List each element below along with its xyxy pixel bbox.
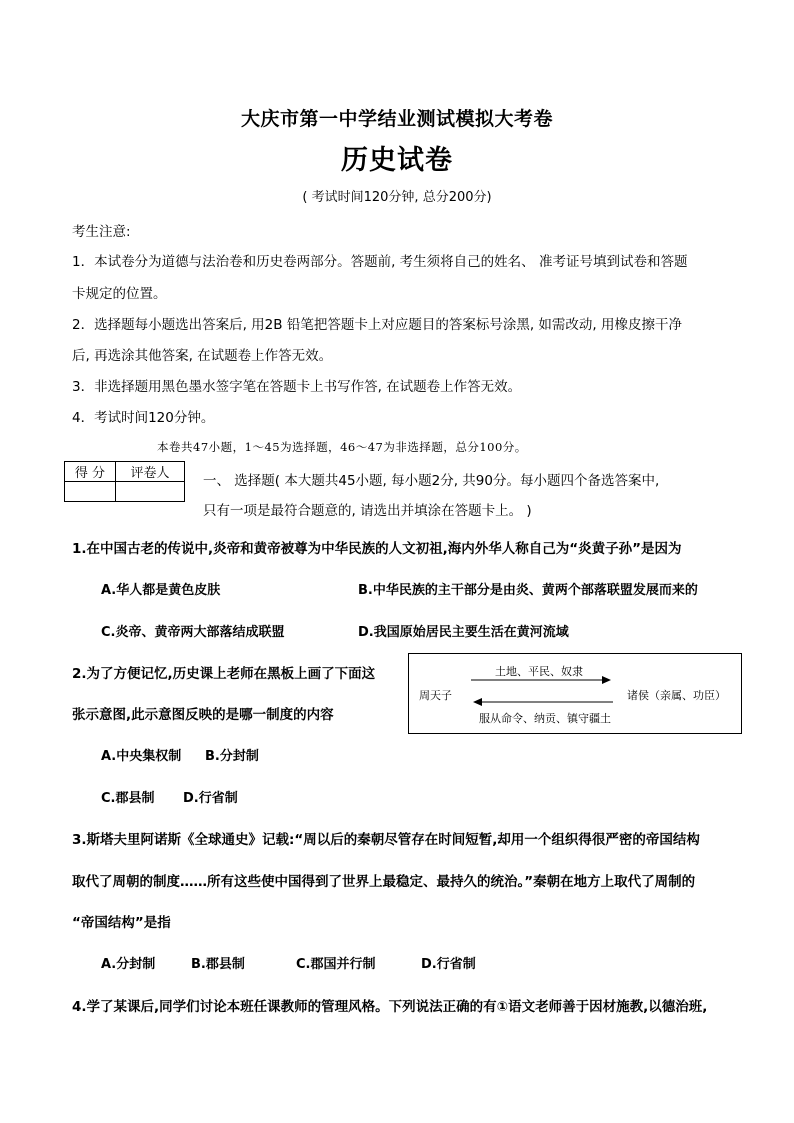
diagram-top-label: 土地、平民、奴隶 [495,665,583,678]
notice-item-1-line-2: 卡规定的位置。 [72,286,167,302]
q4-stem-line-1: 4.学了某课后,同学们讨论本班任课教师的管理风格。下列说法正确的有①语文老师善于因材施教,以德治班, [72,999,708,1015]
notice-item-4: 4．考试时间120分钟。 [72,410,215,426]
grader-header: 评卷人 [116,462,185,482]
q2-option-c: C.郡县制 [101,791,155,806]
q1-option-b: B.中华民族的主干部分是由炎、黄两个部落联盟发展而来的 [358,583,698,598]
notice-item-1-line-1: 1．本试卷分为道德与法治卷和历史卷两部分。答题前, 考生须将自己的姓名、 准考证号填到试卷和答题 [72,254,688,270]
notice-heading: 考生注意: [72,224,131,240]
q1-option-d: D.我国原始居民主要生活在黄河流域 [358,625,569,640]
q2-option-a: A.中央集权制 [101,749,182,764]
q3-option-c: C.郡国并行制 [296,957,376,972]
exam-summary: 本卷共47小题，1～45为选择题，46～47为非选择题，总分100分。 [157,440,527,454]
q3-stem-line-1: 3.斯塔夫里阿诺斯《全球通史》记载:“周以后的秦朝尽管存在时间短暂,却用一个组织得很严密的帝国结构 [72,832,700,848]
diagram-left-label: 周天子 [419,689,452,702]
q2-option-d: D.行省制 [183,791,238,806]
right-arrow-head [602,676,611,684]
q2-stem-line-2: 张示意图,此示意图反映的是哪一制度的内容 [72,707,334,723]
score-header: 得 分 [65,462,116,482]
diagram-arrows [409,654,743,735]
q3-option-b: B.郡县制 [191,957,245,972]
exam-subtitle: ( 考试时间120分钟, 总分200分) [302,190,492,205]
score-cell [65,482,116,502]
q2-option-b: B.分封制 [205,749,259,764]
diagram-bottom-label: 服从命令、纳贡、镇守疆土 [479,712,611,725]
diagram-right-label: 诸侯（亲属、功臣） [627,689,726,702]
q3-option-d: D.行省制 [421,957,476,972]
q1-stem: 1.在中国古老的传说中,炎帝和黄帝被尊为中华民族的人文初祖,海内外华人称自己为“炎黄子孙”是因为 [72,541,682,557]
exam-title: 历史试卷 [341,145,453,176]
q3-option-a: A.分封制 [101,957,156,972]
q1-option-c: C.炎帝、黄帝两大部落结成联盟 [101,625,285,640]
left-arrow-head [473,698,482,706]
fenfeng-diagram [408,653,742,734]
section-instructions-line-2: 只有一项是最符合题意的, 请选出并填涂在答题卡上。 ) [203,503,532,519]
q3-stem-line-2: 取代了周朝的制度……所有这些使中国得到了世界上最稳定、最持久的统治。”秦朝在地方上取代了周制的 [72,874,696,890]
notice-item-2-line-2: 后, 再选涂其他答案, 在试题卷上作答无效。 [72,348,333,364]
q1-option-a: A.华人都是黄色皮肤 [101,583,221,598]
notice-item-3: 3．非选择题用黑色墨水签字笔在答题卡上书写作答, 在试题卷上作答无效。 [72,379,522,395]
school-title: 大庆市第一中学结业测试模拟大考卷 [240,108,553,130]
q3-stem-line-3: “帝国结构”是指 [72,915,171,931]
section-instructions-line-1: 一、 选择题( 本大题共45小题, 每小题2分, 共90分。每小题四个备选答案中, [203,473,660,489]
notice-item-2-line-1: 2．选择题每小题选出答案后, 用2B 铅笔把答题卡上对应题目的答案标号涂黑, 如需改动, 用橡皮擦干净 [72,317,682,333]
q2-stem-line-1: 2.为了方便记忆,历史课上老师在黑板上画了下面这 [72,666,376,682]
grader-cell [116,482,185,502]
score-table [64,461,185,502]
